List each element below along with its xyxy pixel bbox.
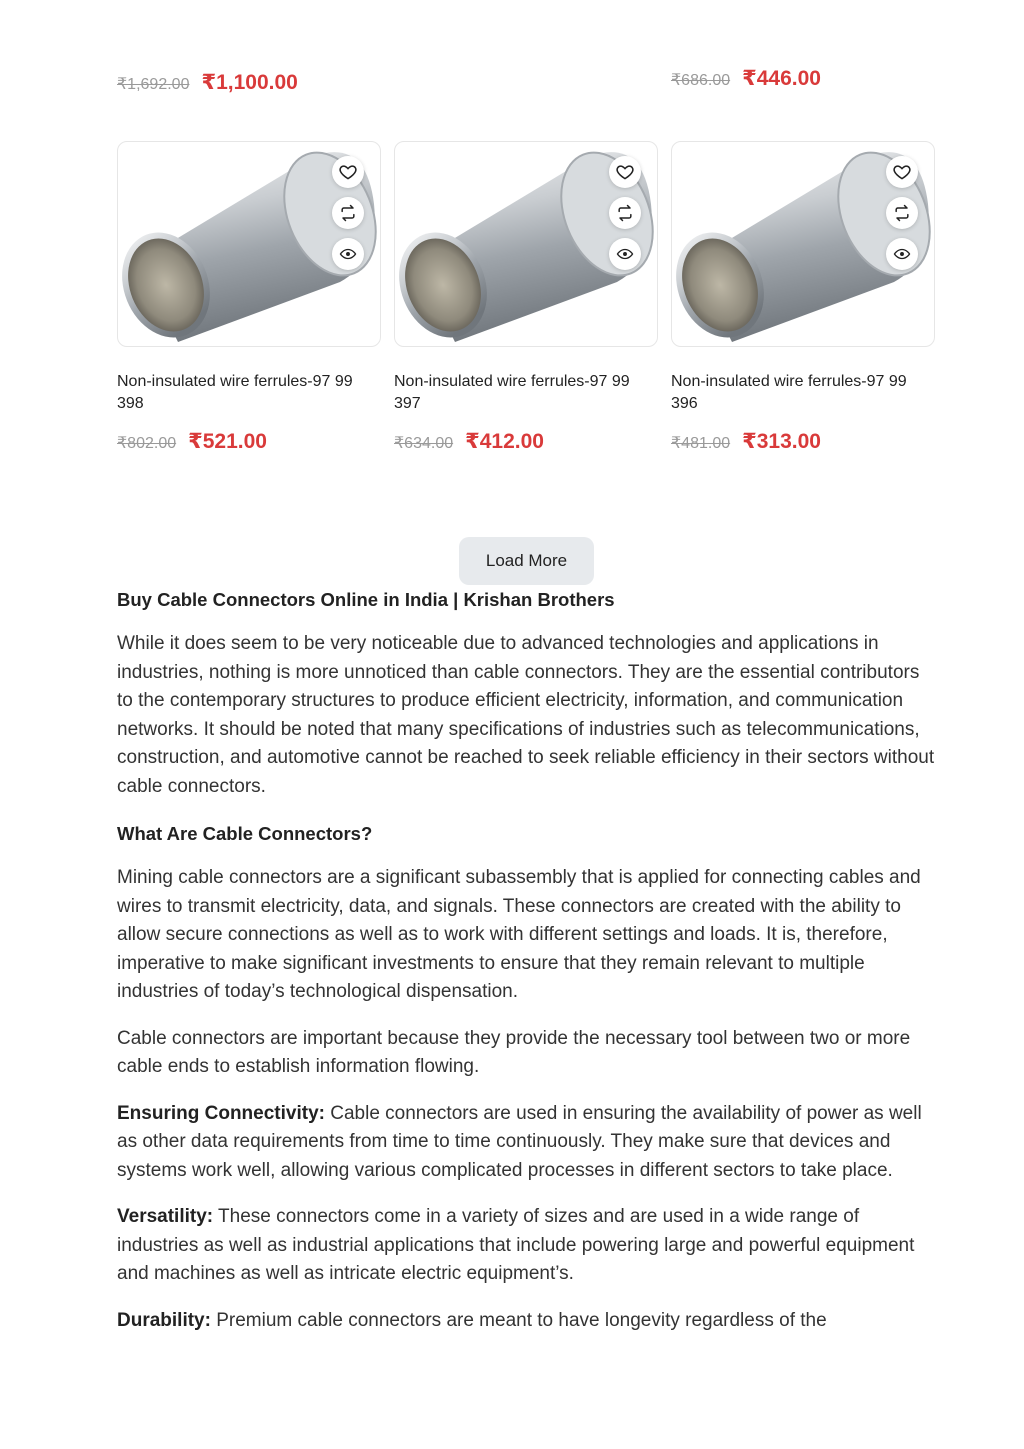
previous-row-prices: [0, 62, 1024, 102]
compare-button[interactable]: [886, 197, 918, 229]
product-image[interactable]: [394, 141, 658, 347]
old-price: ₹802.00: [117, 435, 177, 452]
article-paragraph: Cable connectors are important because they provide the necessary tool between two or more cable ends to establish information flowing.: [117, 1027, 911, 1077]
product-title[interactable]: Non-insulated wire ferrules-97 99 396: [671, 373, 907, 412]
product-title[interactable]: Non-insulated wire ferrules-97 99 397: [394, 373, 630, 412]
point-label: Durability:: [117, 1309, 211, 1331]
old-price: ₹686.00: [671, 72, 731, 89]
seo-article: [117, 588, 937, 1335]
wishlist-button[interactable]: [332, 156, 364, 188]
point-label: Versatility:: [117, 1206, 214, 1227]
price-group: [117, 429, 381, 454]
product-grid: [117, 141, 935, 454]
old-price: ₹1,692.00: [117, 76, 190, 93]
price-group: [117, 70, 298, 95]
card-actions: [332, 156, 364, 270]
quick-view-button[interactable]: [609, 238, 641, 270]
article-paragraph: Mining cable connectors are a significant subassembly that is applied for connecting cables and wires to transmit electricity, data, and signals. These connectors are created with the ability to allow secure connections as well as to work with different settings and loads. It is, therefore, imperative to make significant investments to ensure that they remain relevant to multiple industries of today’s technological dispensation.: [117, 867, 921, 1002]
point-text: Premium cable connectors are meant to have longevity regardless of the: [210, 1309, 827, 1331]
eye-icon: [339, 245, 357, 263]
article-point: [117, 1307, 937, 1336]
point-text: These connectors come in a variety of sizes and are used in a wide range of industries as well as industrial applications that include powering large and powerful equipment and machines as well as intricate electric equipment’s.: [117, 1206, 915, 1284]
article-heading: Buy Cable Connectors Online in India | Krishan Brothers: [117, 589, 615, 610]
heart-icon: [615, 162, 635, 182]
sale-price: ₹446.00: [742, 67, 821, 90]
product-title[interactable]: Non-insulated wire ferrules-97 99 398: [117, 373, 353, 412]
compare-button[interactable]: [332, 197, 364, 229]
compare-button[interactable]: [609, 197, 641, 229]
article-subheading: What Are Cable Connectors?: [117, 823, 373, 844]
compare-icon: [615, 203, 635, 223]
sale-price: ₹1,100.00: [201, 71, 298, 94]
article-point: [117, 1100, 937, 1186]
point-text: Cable connectors are used in ensuring the availability of power as well as other data requirements from time to time continuously. They make sure that devices and systems work well, allowing various complicated processes in different sectors to take place.: [117, 1102, 922, 1181]
heart-icon: [338, 162, 358, 182]
quick-view-button[interactable]: [332, 238, 364, 270]
sale-price: ₹313.00: [742, 430, 821, 453]
article-intro: While it does seem to be very noticeable due to advanced technologies and applications in industries, nothing is more unnoticed than cable connectors. They are the essential contributors to the contemporary structures to produce efficient electricity, information, and communication networks. It should be noted that many specifications of industries such as telecommunications, construction, and automotive cannot be reached to seek reliable efficiency in their sectors without cable connectors.: [117, 633, 935, 797]
point-label: Ensuring Connectivity:: [117, 1102, 325, 1124]
product-card[interactable]: [671, 141, 935, 454]
old-price: ₹634.00: [394, 435, 454, 452]
article-point: [117, 1203, 937, 1289]
price-group: [671, 429, 935, 454]
heart-icon: [892, 162, 912, 182]
wishlist-button[interactable]: [609, 156, 641, 188]
card-actions: [609, 156, 641, 270]
quick-view-button[interactable]: [886, 238, 918, 270]
product-card[interactable]: [117, 141, 381, 454]
product-card[interactable]: [394, 141, 658, 454]
old-price: ₹481.00: [671, 435, 731, 452]
price-group: [394, 429, 658, 454]
sale-price: ₹521.00: [188, 430, 267, 453]
eye-icon: [893, 245, 911, 263]
sale-price: ₹412.00: [465, 430, 544, 453]
price-group: [671, 66, 821, 91]
wishlist-button[interactable]: [886, 156, 918, 188]
compare-icon: [338, 203, 358, 223]
load-more-button[interactable]: Load More: [459, 537, 594, 585]
compare-icon: [892, 203, 912, 223]
product-image[interactable]: [671, 141, 935, 347]
card-actions: [886, 156, 918, 270]
eye-icon: [616, 245, 634, 263]
product-image[interactable]: [117, 141, 381, 347]
